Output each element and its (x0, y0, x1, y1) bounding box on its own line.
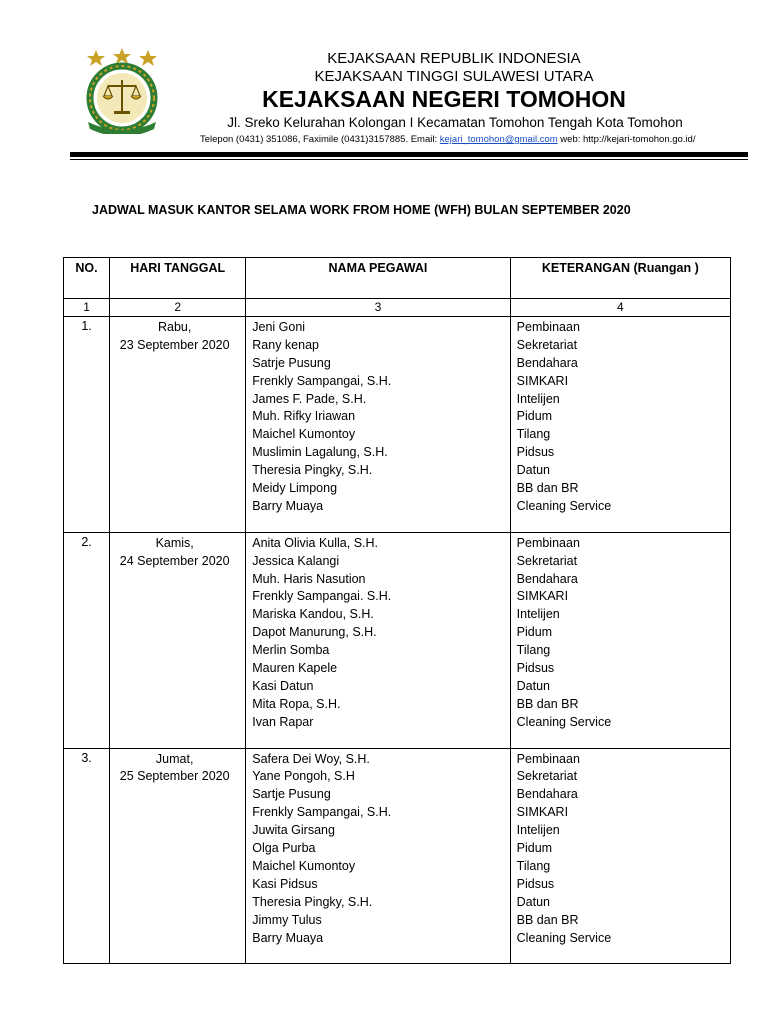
employee-name: Mauren Kapele (252, 661, 338, 676)
row-rooms (510, 748, 730, 964)
employee-name: Theresia Pingky, S.H. (252, 463, 373, 478)
row-employee-names (246, 748, 510, 964)
employee-name: Ivan Rapar (252, 714, 314, 729)
room-name: Pembinaan (516, 320, 580, 334)
room-name: SIMKARI (516, 589, 569, 604)
row-day-date (110, 532, 246, 748)
room-name: Pembinaan (516, 535, 580, 550)
weekday-label: Kamis, (155, 535, 194, 550)
employee-name: Frenkly Sampangai. S.H. (252, 589, 392, 604)
room-name: Cleaning Service (516, 714, 612, 729)
employee-name: Muh. Rifky Iriawan (252, 409, 356, 424)
email-link[interactable]: kejari_tomohon@gmail.com (439, 134, 558, 145)
room-name: Pidum (516, 841, 553, 856)
table-row (64, 317, 731, 533)
weekday-label: Rabu, (157, 320, 192, 334)
room-name: Pembinaan (516, 751, 580, 766)
contact-website: web: http://kejari-tomohon.go.id/ (557, 134, 696, 145)
employee-name: Anita Olivia Kulla, S.H. (252, 535, 379, 550)
column-number-row (64, 299, 731, 317)
employee-name: Rany kenap (252, 337, 319, 352)
office-contact (200, 134, 695, 145)
room-name: SIMKARI (516, 805, 569, 820)
room-name: Tilang (516, 643, 551, 658)
employee-name: Theresia Pingky, S.H. (252, 894, 373, 909)
room-name: Datun (516, 894, 551, 909)
table-row (64, 532, 731, 748)
institution-name-national: KEJAKSAAN REPUBLIK INDONESIA (327, 50, 581, 67)
employee-name: Sartje Pusung (252, 787, 331, 802)
date-label: 24 September 2020 (119, 553, 230, 568)
employee-name: Meidy Limpong (252, 481, 338, 496)
contact-phone-fax: Telepon (0431) 351086, Faximile (0431)3157885. Email: (200, 134, 440, 145)
row-day-date (110, 317, 246, 533)
column-header-day-date: HARI TANGGAL (110, 258, 246, 299)
room-name: Intelijen (516, 607, 560, 622)
room-name: Datun (516, 678, 551, 693)
room-name: BB dan BR (516, 912, 579, 927)
row-number: 1. (64, 317, 110, 533)
employee-name: Mita Ropa, S.H. (252, 696, 341, 711)
employee-name: Dapot Manurung, S.H. (252, 625, 377, 640)
table-row (64, 748, 731, 964)
row-number: 3. (64, 748, 110, 964)
room-name: Pidsus (516, 661, 555, 676)
column-header-employee-name: NAMA PEGAWAI (246, 258, 510, 299)
room-name: Pidsus (516, 876, 555, 891)
row-number: 2. (64, 532, 110, 748)
institution-name-provincial: KEJAKSAAN TINGGI SULAWESI UTARA (314, 68, 594, 85)
date-label: 25 September 2020 (119, 769, 230, 784)
room-name: Pidsus (516, 445, 555, 460)
employee-name: Jessica Kalangi (252, 553, 340, 568)
room-name: Sekretariat (516, 337, 578, 352)
room-name: Bendahara (516, 355, 578, 370)
row-rooms (510, 532, 730, 748)
employee-name: Olga Purba (252, 841, 316, 856)
column-header-no: NO. (64, 258, 110, 299)
employee-name: Juwita Girsang (252, 823, 335, 838)
table-header-row (64, 258, 731, 299)
date-label: 23 September 2020 (119, 337, 230, 352)
room-name: BB dan BR (516, 481, 579, 496)
room-name: Pidum (516, 409, 553, 424)
schedule-rows (64, 317, 731, 964)
employee-name: Mariska Kandou, S.H. (252, 607, 374, 622)
employee-name: Muh. Haris Nasution (252, 571, 366, 586)
wfh-schedule-table (63, 257, 731, 964)
room-name: Sekretariat (516, 553, 578, 568)
employee-name: James F. Pade, S.H. (252, 391, 367, 406)
employee-name: Barry Muaya (252, 498, 324, 513)
employee-name: Jeni Goni (252, 320, 306, 334)
employee-name: Barry Muaya (252, 930, 324, 945)
room-name: Intelijen (516, 391, 560, 406)
employee-name: Maichel Kumontoy (252, 427, 356, 442)
employee-name: Muslimin Lagalung, S.H. (252, 445, 388, 460)
office-address: Jl. Sreko Kelurahan Kolongan I Kecamatan Tomohon Tengah Kota Tomohon (227, 115, 683, 130)
room-name: Datun (516, 463, 551, 478)
employee-name: Satrje Pusung (252, 355, 331, 370)
employee-name: Frenkly Sampangai, S.H. (252, 373, 392, 388)
document-title: JADWAL MASUK KANTOR SELAMA WORK FROM HOME (WFH) BULAN SEPTEMBER 2020 (92, 203, 631, 217)
room-name: Intelijen (516, 823, 560, 838)
column-number: 4 (510, 299, 730, 317)
employee-name: Merlin Somba (252, 643, 330, 658)
column-number: 1 (64, 299, 110, 317)
row-day-date (110, 748, 246, 964)
room-name: Cleaning Service (516, 498, 612, 513)
room-name: Bendahara (516, 571, 578, 586)
letterhead-divider-thin (70, 159, 748, 160)
employee-name: Kasi Pidsus (252, 876, 318, 891)
employee-name: Maichel Kumontoy (252, 858, 356, 873)
room-name: SIMKARI (516, 373, 569, 388)
employee-name: Jimmy Tulus (252, 912, 322, 927)
row-employee-names (246, 317, 510, 533)
room-name: Pidum (516, 625, 553, 640)
employee-name: Safera Dei Woy, S.H. (252, 751, 370, 766)
employee-name: Kasi Datun (252, 678, 314, 693)
column-number: 3 (246, 299, 510, 317)
room-name: Cleaning Service (516, 930, 612, 945)
row-rooms (510, 317, 730, 533)
employee-name: Yane Pongoh, S.H (252, 769, 355, 784)
row-employee-names (246, 532, 510, 748)
room-name: Tilang (516, 427, 551, 442)
room-name: Tilang (516, 858, 551, 873)
letterhead-divider-thick (70, 152, 748, 157)
room-name: BB dan BR (516, 696, 579, 711)
room-name: Sekretariat (516, 769, 578, 784)
institution-name-district: KEJAKSAAN NEGERI TOMOHON (262, 86, 626, 112)
column-number: 2 (110, 299, 246, 317)
weekday-label: Jumat, (155, 751, 194, 766)
room-name: Bendahara (516, 787, 578, 802)
column-header-room: KETERANGAN (Ruangan ) (510, 258, 730, 299)
employee-name: Frenkly Sampangai, S.H. (252, 805, 392, 820)
